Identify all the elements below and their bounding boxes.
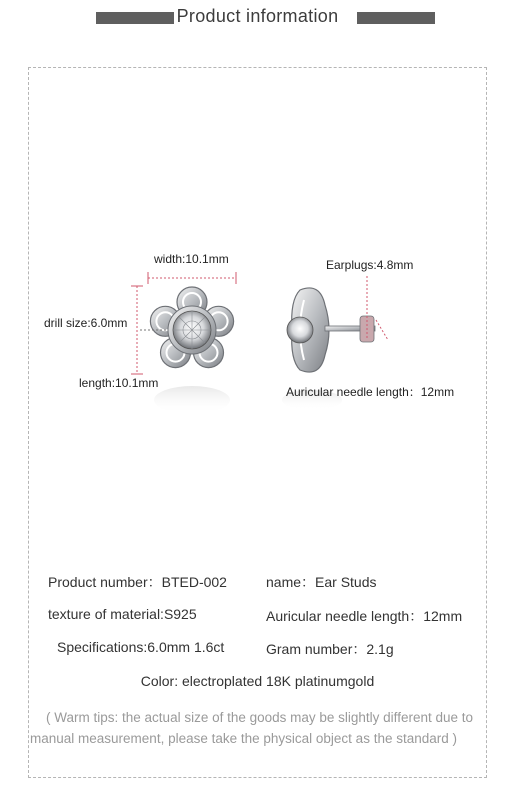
- product-number: Product number：BTED-002: [48, 574, 227, 590]
- warm-tips-line-1: ( Warm tips: the actual size of the goods may be slightly different due to: [46, 710, 473, 725]
- specifications: Specifications:6.0mm 1.6ct: [57, 639, 225, 655]
- gram-number: Gram number：2.1g: [266, 641, 394, 657]
- needle-length-label: Auricular needle length：12mm: [286, 385, 455, 399]
- earplugs-label: Earplugs:4.8mm: [326, 258, 414, 272]
- page-title: Product information: [176, 6, 339, 26]
- product-name: name：Ear Studs: [266, 574, 377, 590]
- front-view-earring: [150, 287, 233, 414]
- width-label: width:10.1mm: [154, 252, 229, 266]
- length-label: length:10.1mm: [79, 376, 159, 390]
- warm-tips-line-2: manual measurement, please take the physical object as the standard ): [30, 731, 457, 746]
- color-spec: Color: electroplated 18K platinumgold: [140, 673, 375, 689]
- drill-size-label: drill size:6.0mm: [44, 316, 128, 330]
- needle-length: Auricular needle length：12mm: [266, 608, 463, 624]
- material-texture: texture of material:S925: [48, 606, 197, 622]
- warm-tips: [30, 707, 485, 749]
